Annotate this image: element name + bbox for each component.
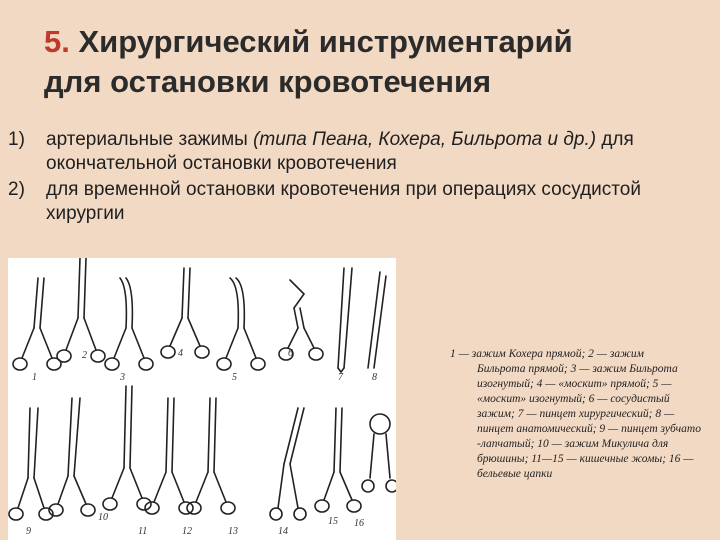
title-line-1 <box>44 22 694 62</box>
figure-label: 12 <box>182 526 192 537</box>
figure-label: 8 <box>372 372 377 383</box>
figure-label: 3 <box>120 372 125 383</box>
clamp-14-icon <box>270 408 306 520</box>
figure-label: 1 <box>32 372 37 383</box>
forceps-7-icon <box>338 268 352 372</box>
title-text-1: Хирургический инструментарий <box>78 24 573 59</box>
figure-label: 9 <box>26 526 31 537</box>
towel-clip-16-icon <box>362 414 396 492</box>
clamp-15-icon <box>315 408 361 512</box>
list-marker: 1) <box>8 129 25 150</box>
clamp-9-icon <box>9 408 53 520</box>
slide-title <box>44 22 694 102</box>
figure-label: 5 <box>232 372 237 383</box>
list-item <box>8 128 708 176</box>
list-item-text <box>46 128 708 176</box>
list-item-text-before: артериальные зажимы <box>46 129 248 150</box>
clamp-3-icon <box>105 278 153 370</box>
list-item <box>8 178 708 226</box>
clamp-12-icon <box>145 398 193 514</box>
figure-label: 14 <box>278 526 288 537</box>
clamp-6-icon <box>279 280 323 360</box>
figure-label: 7 <box>338 372 343 383</box>
forceps-8-icon <box>368 272 386 368</box>
clamp-4-icon <box>161 268 209 358</box>
clamp-13-icon <box>187 398 235 514</box>
list-marker: 2) <box>8 179 25 200</box>
clamp-11-icon <box>103 386 151 510</box>
clamp-5-icon <box>217 278 265 370</box>
figure-label: 4 <box>178 348 183 359</box>
instrument-list <box>8 128 708 228</box>
caption-lead: 1 — зажим Кохера прямой; 2 — зажим <box>450 348 644 360</box>
figure-label: 16 <box>354 518 364 529</box>
figure-label: 11 <box>138 526 148 537</box>
figure-label: 2 <box>82 350 87 361</box>
figure-label: 10 <box>98 512 108 523</box>
clamp-1-icon <box>13 278 61 370</box>
figure-label: 13 <box>228 526 238 537</box>
figure-label: 15 <box>328 516 338 527</box>
list-item-text-after: для окончательной остановки кровотечения <box>46 129 634 174</box>
figure-label: 6 <box>288 348 293 359</box>
list-item-text: для временной остановки кровотечения при операциях сосудистой хирургии <box>46 179 641 224</box>
list-item-text-italic: (типа Пеана, Кохера, Бильрота и др.) <box>253 129 597 150</box>
caption-rest: Бильрота прямой; 3 — зажим Бильрота изогнутый; 4 — «москит» прямой; 5 — «москит» изогнутый; 6 — сосудистый зажим; 7 — пинцет хирургический; 8 — пинцет анатомический; 9 — пинцет зубчато -лапчатый; 10 — зажим Микулича для брюшины; 11—15 — кишечные жомы; 16 — бельевые цапки <box>477 363 701 480</box>
clamp-10-icon <box>49 398 95 516</box>
figure-caption <box>450 347 710 482</box>
title-number: 5. <box>44 24 70 59</box>
instruments-drawing <box>8 258 396 540</box>
title-line-2: для остановки кровотечения <box>44 64 492 99</box>
clamp-2-icon <box>57 258 105 362</box>
instruments-illustration <box>8 258 396 540</box>
